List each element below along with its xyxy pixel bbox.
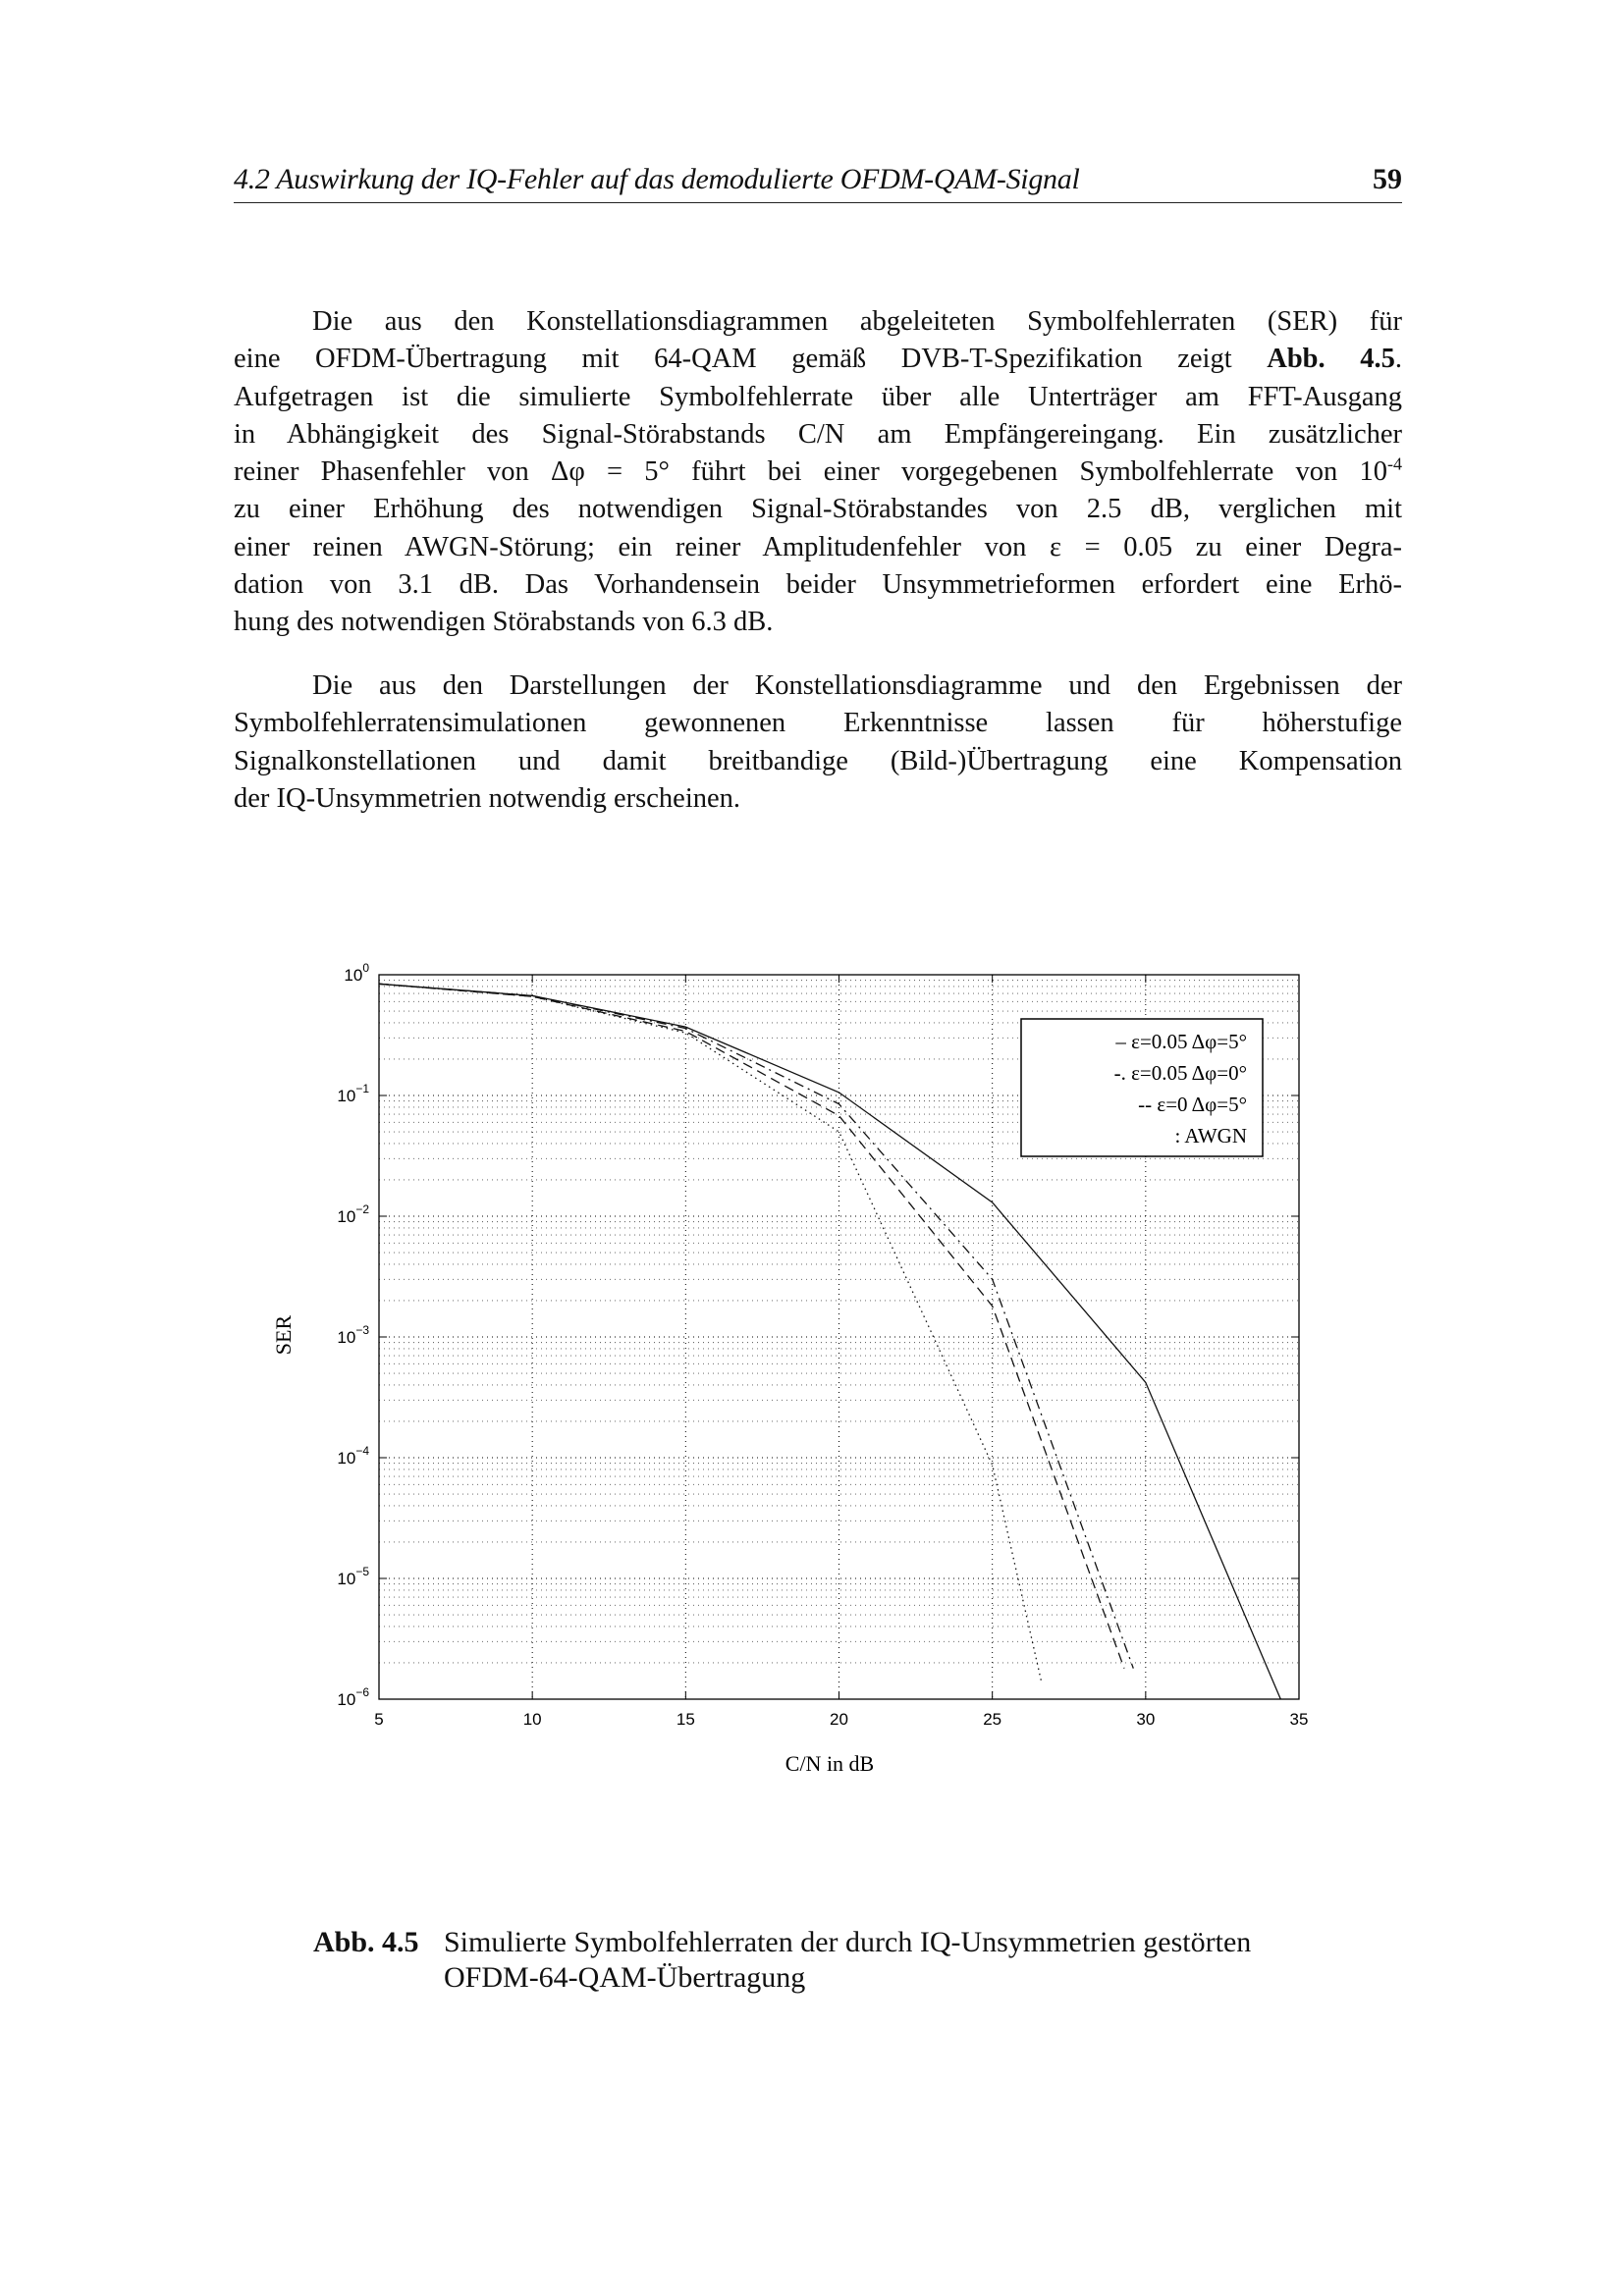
- x-tick-label: 30: [1136, 1710, 1156, 1729]
- section-title: 4.2 Auswirkung der IQ-Fehler auf das demodulierte OFDM-QAM-Signal: [234, 163, 1080, 195]
- x-tick-label: 10: [522, 1710, 542, 1729]
- text: reiner Phasenfehler von Δφ = 5° führt bei einer vorgegebenen Symbolfehlerrate von 10: [234, 456, 1387, 488]
- text-line: [234, 454, 1402, 491]
- legend-entry: -- ε=0 Δφ=5°: [1138, 1093, 1247, 1116]
- text-line: einer reinen AWGN-Störung; ein reiner Amplitudenfehler von ε = 0.05 zu einer Degra-: [234, 531, 1402, 562]
- series-line-dashdot: [379, 984, 1133, 1668]
- caption-text: Simulierte Symbolfehlerraten der durch IQ-Unsymmetrien gestörten: [444, 1926, 1252, 1958]
- text-line: Signalkonstellationen und damit breitbandige (Bild-)Übertragung eine Kompensation: [234, 745, 1402, 776]
- exponent: -4: [1387, 454, 1402, 474]
- legend-entry: : AWGN: [1174, 1124, 1247, 1148]
- y-tick-label: $10^0$: [344, 961, 369, 985]
- x-tick-label: 25: [983, 1710, 1002, 1729]
- x-tick-label: 20: [830, 1710, 848, 1729]
- x-tick-label: 5: [374, 1710, 384, 1729]
- figure-caption: [313, 1925, 1251, 1996]
- text-line: der IQ-Unsymmetrien notwendig erscheinen.: [234, 782, 741, 814]
- y-tick-label: $10^{-5}$: [337, 1565, 369, 1588]
- y-tick-label: $10^{-6}$: [337, 1685, 369, 1709]
- caption-text: OFDM-64-QAM-Übertragung: [444, 1961, 806, 1994]
- legend-entry: -. ε=0.05 Δφ=0°: [1113, 1061, 1247, 1085]
- text-line: in Abhängigkeit des Signal-Störabstands C/N am Empfängereingang. Ein zusätzlicher: [234, 418, 1402, 450]
- x-axis-label: C/N in dB: [784, 1751, 875, 1776]
- x-tick-label: 35: [1289, 1710, 1309, 1729]
- text-line: Aufgetragen ist die simulierte Symbolfehlerrate über alle Unterträger am FFT-Ausgang: [234, 381, 1402, 412]
- page-number: 59: [1373, 163, 1402, 195]
- legend: [1021, 1019, 1263, 1156]
- y-tick-label: $10^{-2}$: [337, 1202, 369, 1226]
- text-line: zu einer Erhöhung des notwendigen Signal-Störabstandes von 2.5 dB, verglichen mit: [234, 494, 1402, 525]
- y-tick-label: $10^{-3}$: [337, 1323, 369, 1347]
- x-tick-label: 15: [676, 1710, 695, 1729]
- text-line: Die aus den Darstellungen der Konstellationsdiagramme und den Ergebnissen der: [312, 670, 1402, 701]
- series-line-dotted: [379, 984, 1042, 1682]
- text-line: eine OFDM-Übertragung mit 64-QAM gemäß DVB-T-Spezifikation zeigt Abb. 4.5.: [234, 344, 1402, 375]
- ser-chart: [0, 933, 1623, 1816]
- y-tick-label: $10^{-4}$: [337, 1444, 369, 1468]
- text-line: hung des notwendigen Störabstands von 6.3 dB.: [234, 607, 774, 638]
- text: eine OFDM-Übertragung mit 64-QAM gemäß DVB-T-Spezifikation zeigt: [234, 344, 1268, 375]
- y-axis-label: SER: [271, 1314, 296, 1356]
- figure-reference[interactable]: Abb. 4.5: [1267, 344, 1395, 375]
- legend-entry: – ε=0.05 Δφ=5°: [1115, 1030, 1247, 1053]
- running-header: [234, 163, 1402, 203]
- series-line-dashed: [379, 984, 1124, 1668]
- paragraph-2: [234, 667, 1402, 818]
- caption-label: Abb. 4.5: [313, 1926, 419, 1958]
- paragraph-1: [234, 303, 1402, 642]
- text-line: Symbolfehlerratensimulationen gewonnenen Erkenntnisse lassen für höherstufige: [234, 708, 1402, 739]
- text-line: dation von 3.1 dB. Das Vorhandensein beider Unsymmetrieformen erfordert eine Erhö-: [234, 569, 1402, 601]
- text-line: Die aus den Konstellationsdiagrammen abgeleiteten Symbolfehlerraten (SER) für: [312, 306, 1402, 337]
- y-tick-label: $10^{-1}$: [337, 1082, 369, 1105]
